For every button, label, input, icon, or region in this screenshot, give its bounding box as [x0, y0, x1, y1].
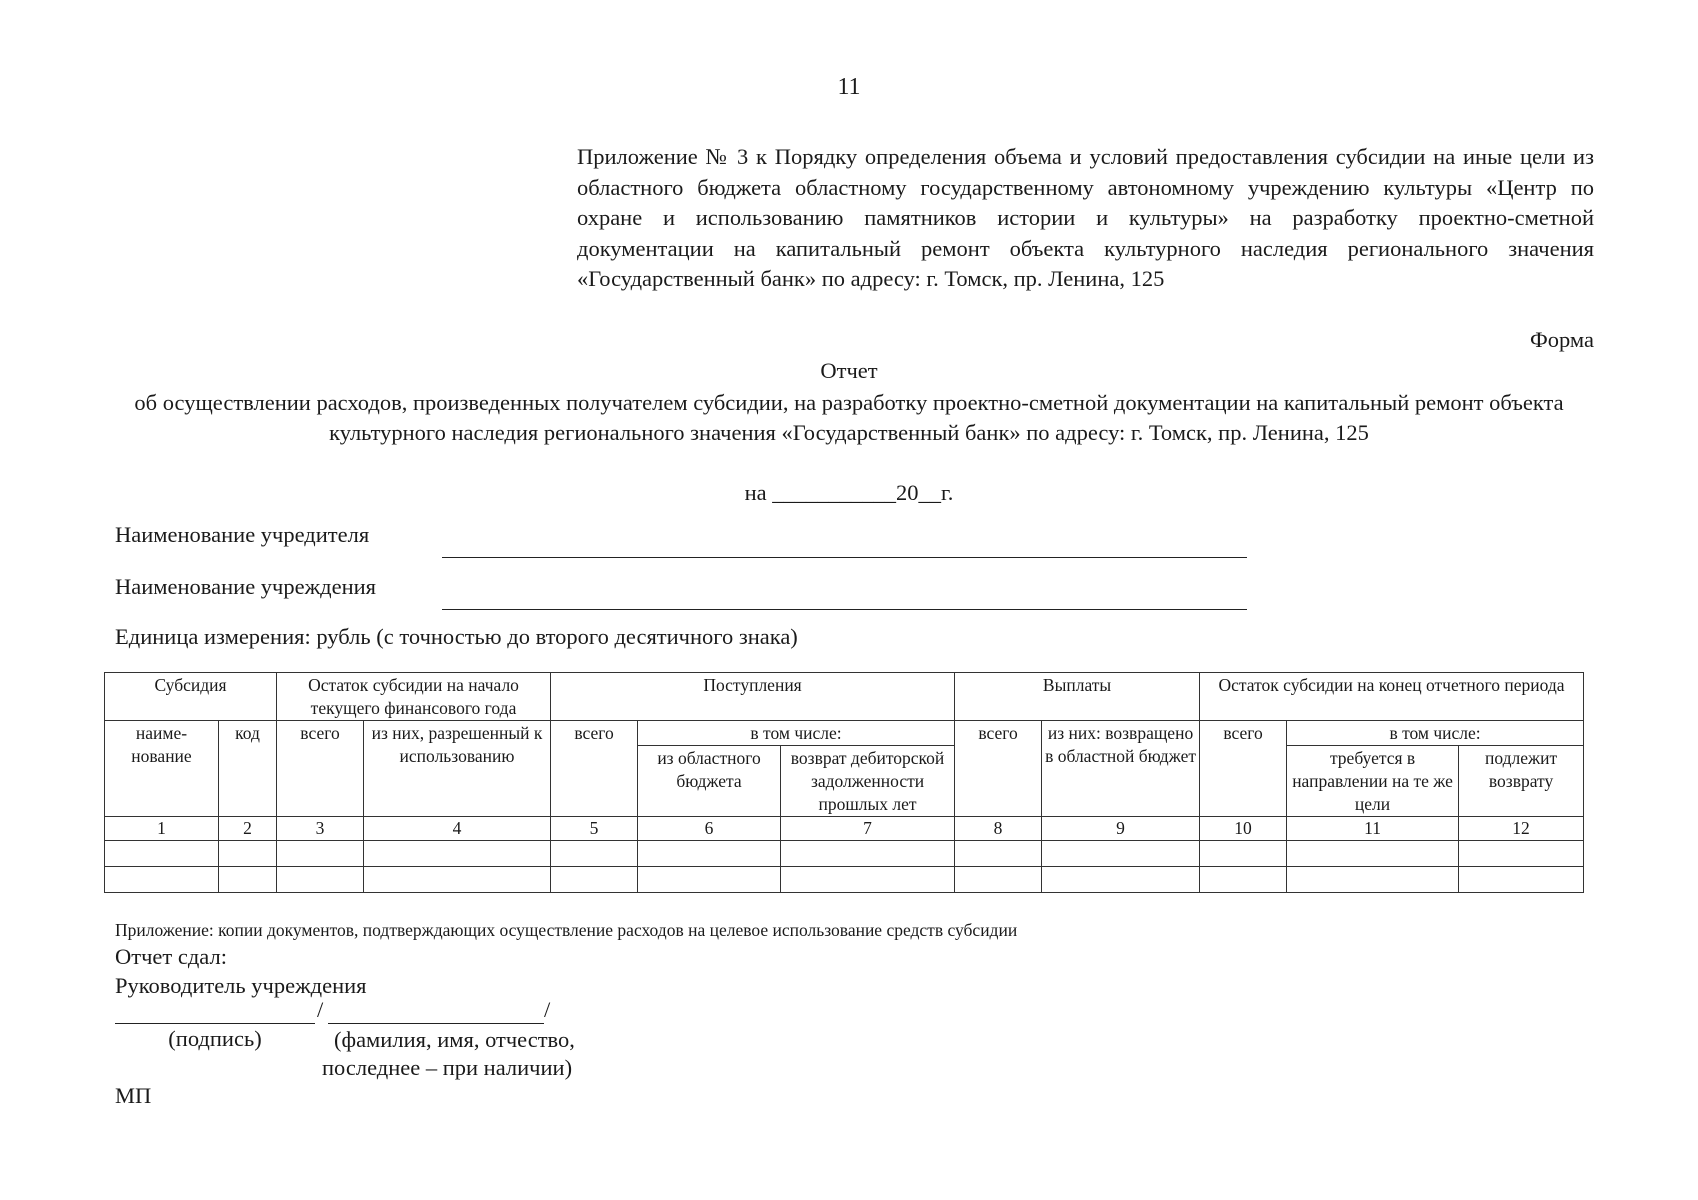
- page-number: 11: [837, 74, 861, 100]
- report-subtitle: об осуществлении расходов, произведенных получателем субсидии, на разработку проектно-сметной документации на капитальный ремонт объекта культурного наследия регионального значения «Государственный банк» по адресу: г. Томск, пр. Ленина, 125: [134, 390, 1564, 445]
- founder-field-line[interactable]: [442, 557, 1247, 558]
- table-cell[interactable]: [638, 841, 781, 867]
- column-number: 7: [781, 817, 955, 841]
- table-cell[interactable]: [364, 867, 551, 893]
- founder-label: Наименование учредителя: [115, 522, 370, 547]
- header-total-end: всего: [1200, 721, 1287, 817]
- table-cell[interactable]: [551, 867, 638, 893]
- header-allowed: из них, разрешенный к использованию: [364, 721, 551, 817]
- attachment-note: Приложение: копии документов, подтверждающих осуществление расходов на целевое использование средств субсидии: [115, 920, 1018, 940]
- column-number: 1: [105, 817, 219, 841]
- full-name-line[interactable]: [328, 1023, 544, 1024]
- head-of-institution-label: Руководитель учреждения: [115, 973, 367, 998]
- header-receipts: Поступления: [551, 673, 955, 721]
- column-number: 11: [1287, 817, 1459, 841]
- signature-caption: (подпись): [168, 1026, 262, 1051]
- report-table: [104, 672, 1584, 893]
- table-cell[interactable]: [1287, 867, 1459, 893]
- column-number: 9: [1042, 817, 1200, 841]
- column-number: 2: [219, 817, 277, 841]
- table-header-row-sub: [105, 721, 1584, 746]
- header-start-balance: Остаток субсидии на начало текущего финансового года: [277, 673, 551, 721]
- column-number: 3: [277, 817, 364, 841]
- header-return-debt: возврат дебиторской задолженности прошлых лет: [781, 746, 955, 817]
- column-number: 10: [1200, 817, 1287, 841]
- header-code: код: [219, 721, 277, 817]
- full-name-end-slash: /: [544, 997, 551, 1022]
- header-returned: из них: возвращено в областной бюджет: [1042, 721, 1200, 817]
- header-to-return: подлежит возврату: [1459, 746, 1584, 817]
- report-date-line: на ___________20__г.: [744, 480, 954, 505]
- table-cell[interactable]: [1200, 841, 1287, 867]
- appendix-reference: Приложение № 3 к Порядку определения объема и условий предоставления субсидии на иные цели из областного бюджета областному государственному автономному учреждению культуры «Центр по охране и использованию памятников истории и культуры» на разработку проектно-сметной документации на капитальный ремонт объекта культурного наследия регионального значения «Государственный банк» по адресу: г. Томск, пр. Ленина, 125: [577, 144, 1594, 291]
- table-cell[interactable]: [1287, 841, 1459, 867]
- header-required: требуется в направлении на те же цели: [1287, 746, 1459, 817]
- table-cell[interactable]: [1042, 841, 1200, 867]
- header-total-payments: всего: [955, 721, 1042, 817]
- column-number: 8: [955, 817, 1042, 841]
- header-total-receipts: всего: [551, 721, 638, 817]
- table-cell[interactable]: [1200, 867, 1287, 893]
- table-cell[interactable]: [1042, 867, 1200, 893]
- column-number-row: [105, 817, 1584, 841]
- table-cell[interactable]: [277, 841, 364, 867]
- institution-label: Наименование учреждения: [115, 574, 377, 599]
- table-cell[interactable]: [638, 867, 781, 893]
- table-row: [105, 867, 1584, 893]
- table-cell[interactable]: [105, 867, 219, 893]
- column-number: 6: [638, 817, 781, 841]
- report-title: Отчет: [820, 358, 878, 383]
- header-end-balance: Остаток субсидии на конец отчетного периода: [1200, 673, 1584, 721]
- table-cell[interactable]: [364, 841, 551, 867]
- table-cell[interactable]: [105, 841, 219, 867]
- unit-of-measure: Единица измерения: рубль (с точностью до второго десятичного знака): [115, 624, 798, 649]
- table-cell[interactable]: [1459, 867, 1584, 893]
- full-name-caption: [322, 1026, 575, 1082]
- header-subsidy: Субсидия: [105, 673, 277, 721]
- header-name: наиме-нование: [105, 721, 219, 817]
- full-name-caption-line-1: (фамилия, имя, отчество,: [334, 1027, 575, 1052]
- header-total-start: всего: [277, 721, 364, 817]
- table-cell[interactable]: [955, 867, 1042, 893]
- institution-field-line[interactable]: [442, 609, 1247, 610]
- seal-placeholder: МП: [115, 1083, 152, 1108]
- signature-line[interactable]: [115, 1023, 315, 1024]
- table-cell[interactable]: [1459, 841, 1584, 867]
- table-row: [105, 841, 1584, 867]
- signature-separator: /: [317, 997, 324, 1022]
- table-cell[interactable]: [219, 841, 277, 867]
- table-cell[interactable]: [781, 867, 955, 893]
- form-label: Форма: [1529, 327, 1594, 352]
- table-cell[interactable]: [551, 841, 638, 867]
- table-cell[interactable]: [781, 841, 955, 867]
- table-cell[interactable]: [277, 867, 364, 893]
- table-header-row-groups: [105, 673, 1584, 721]
- column-number: 12: [1459, 817, 1584, 841]
- column-number: 4: [364, 817, 551, 841]
- header-including-end: в том числе:: [1287, 721, 1584, 746]
- full-name-caption-line-2: последнее – при наличии): [322, 1055, 573, 1080]
- report-submitted-label: Отчет сдал:: [115, 944, 227, 969]
- header-from-regional: из областного бюджета: [638, 746, 781, 817]
- table-cell[interactable]: [219, 867, 277, 893]
- header-including-receipts: в том числе:: [638, 721, 955, 746]
- table-cell[interactable]: [955, 841, 1042, 867]
- column-number: 5: [551, 817, 638, 841]
- header-payments: Выплаты: [955, 673, 1200, 721]
